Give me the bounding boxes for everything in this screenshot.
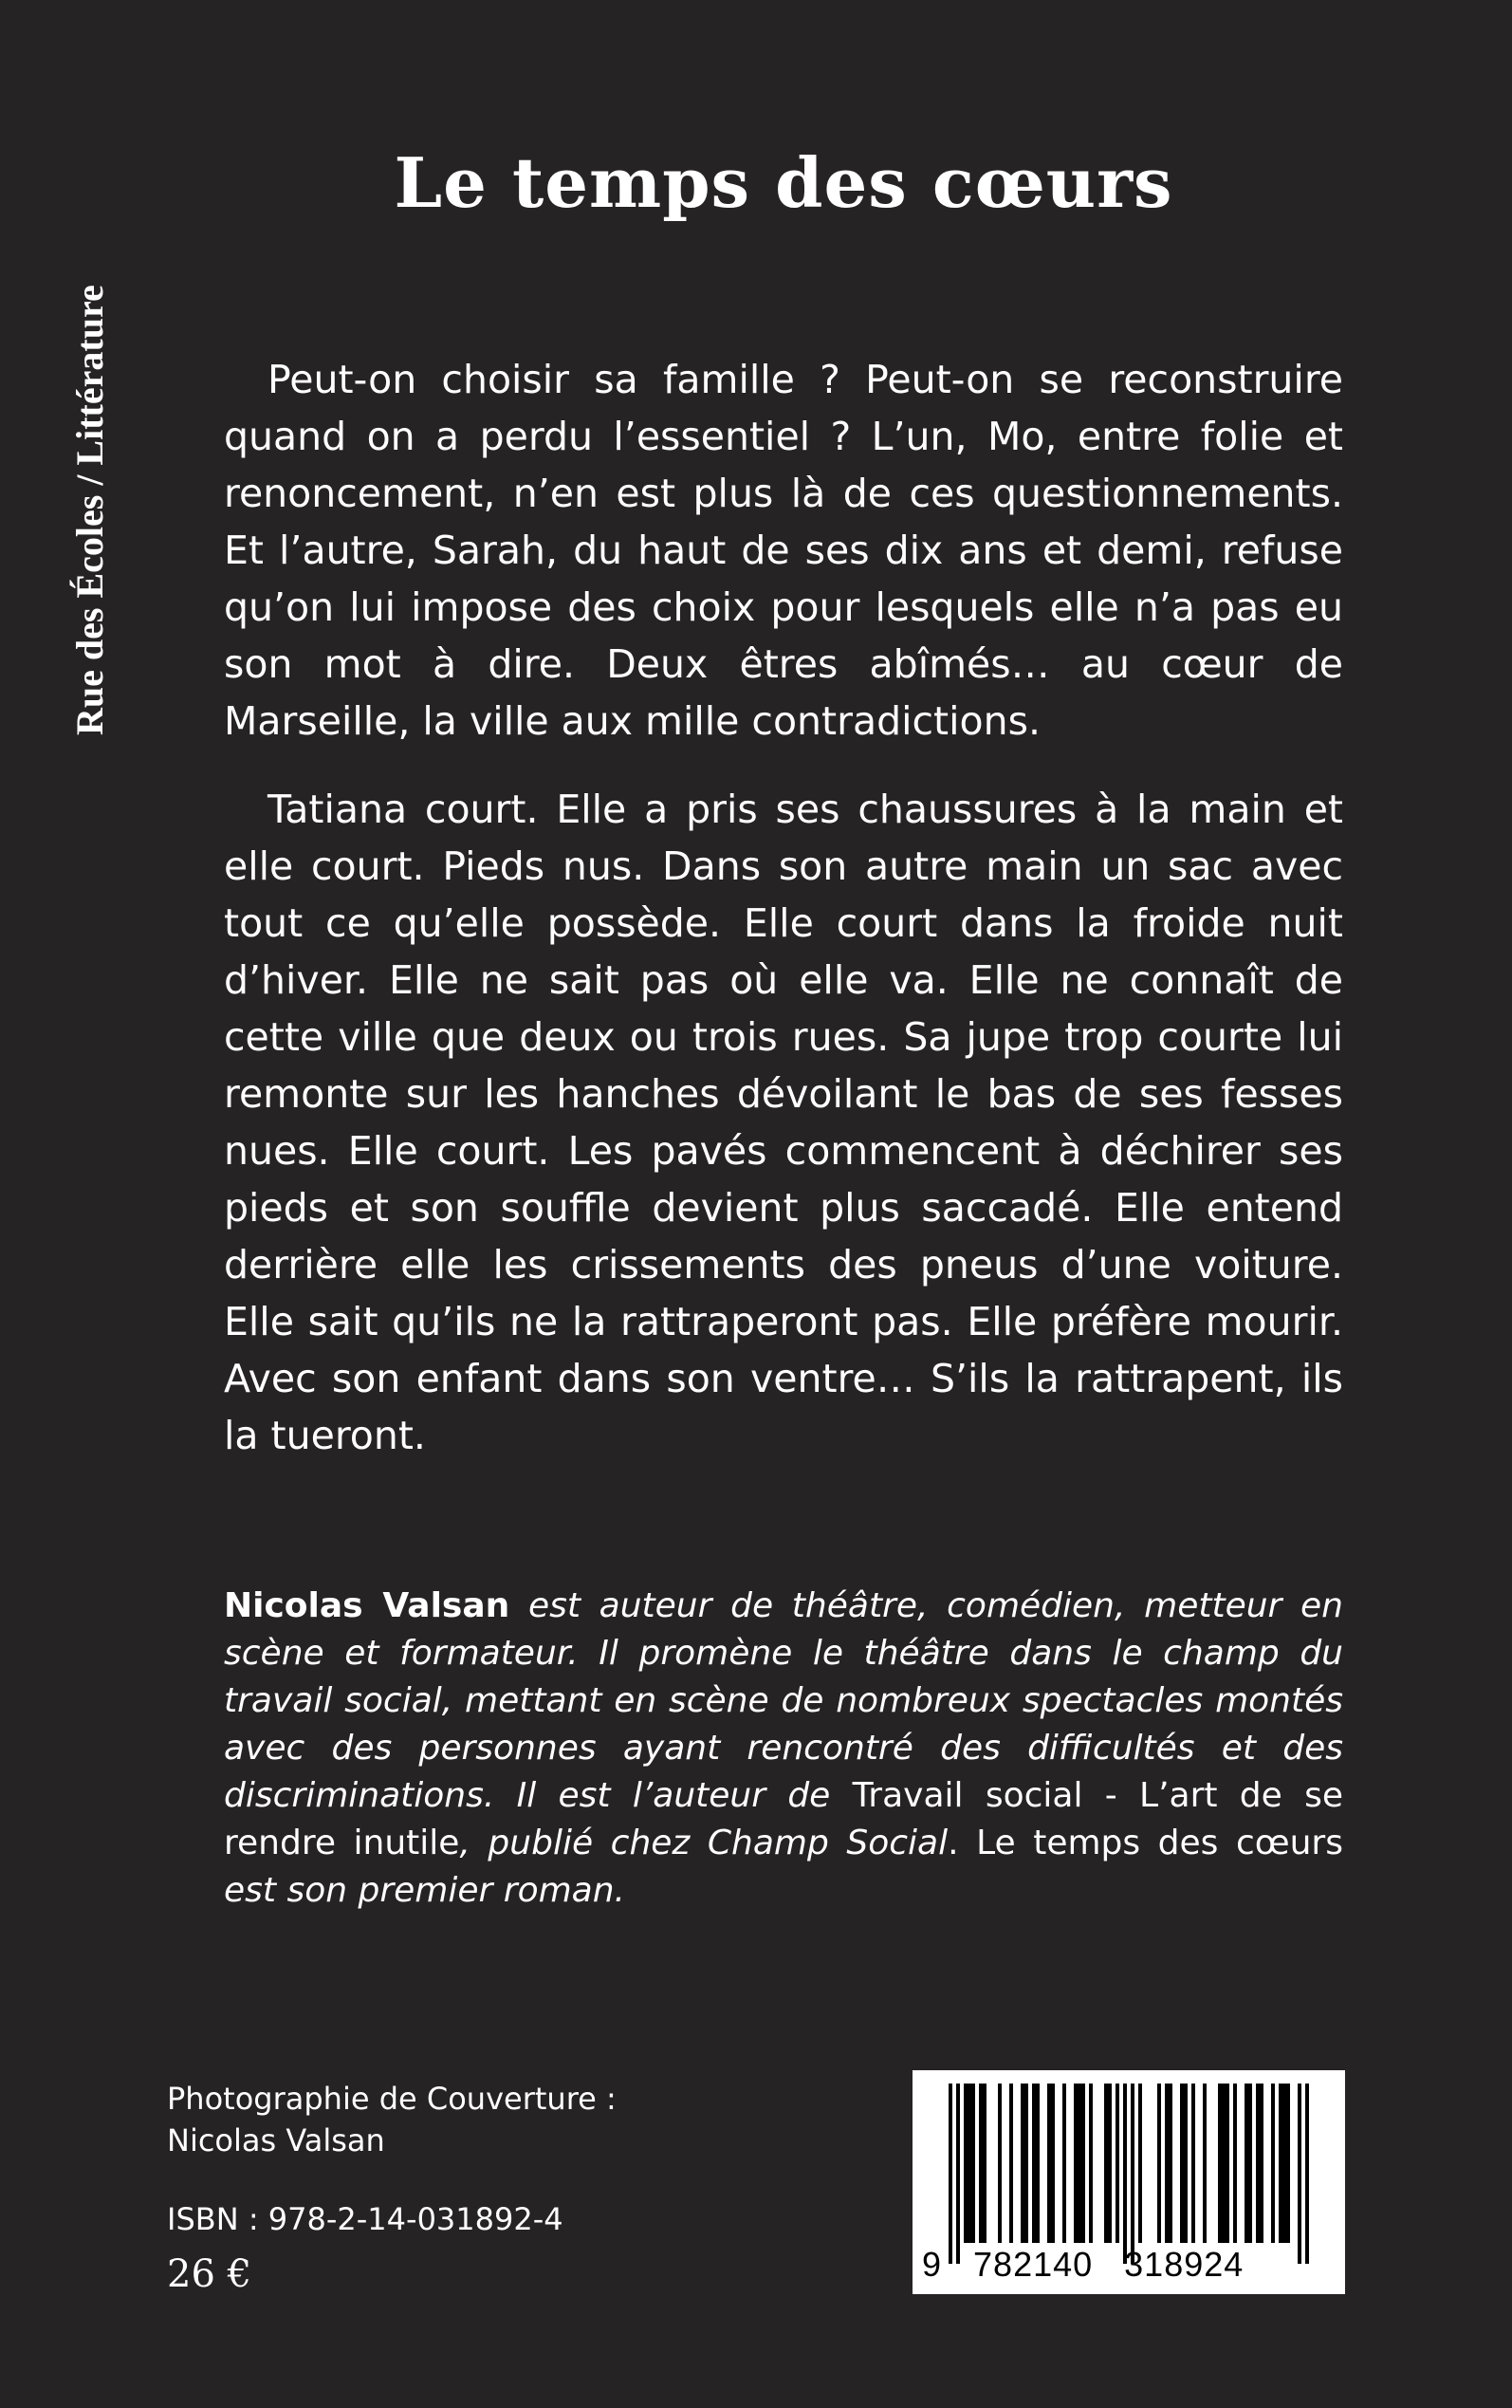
bio-book-1: Travail social - L’art de se rendre inutile	[224, 1776, 1344, 1862]
bio-text-1: est auteur de théâtre, comédien, metteur en scène et formateur. Il promène le théâtre dans le champ du travail social, mettant en scène de nombreux spectacles montés avec des personnes ayant rencontré des difficultés et des discriminations. Il est l’auteur de	[224, 1586, 1343, 1815]
barcode-digits: 9 782140 318924	[922, 2245, 1245, 2284]
barcode-bar	[1218, 2084, 1222, 2243]
barcode-bar	[1116, 2084, 1119, 2243]
barcode-bar	[1021, 2084, 1024, 2243]
barcode-bar	[1271, 2084, 1275, 2243]
barcode-bar	[1089, 2084, 1093, 2243]
blurb-paragraph-2: Tatiana court. Elle a pris ses chaussures à la main et elle court. Pieds nus. Dans son autre main un sac avec tout ce qu’elle possède. Elle court dans la froide nuit d’hiver. Elle ne sait pas où elle va. Elle ne connaît de cette ville que deux ou trois rues. Sa jupe trop courte lui remonte sur les hanches dévoilant le bas de ses fesses nues. Elle court. Les pavés commencent à déchirer ses pieds et son souffle devient plus saccadé. Elle entend derrière elle les crissements des pneus d’une voiture. Elle sait qu’ils ne la rattraperont pas. Elle préfère mourir. Avec son enfant dans son ventre… S’ils la rattrapent, ils la tueront.	[224, 787, 1343, 1458]
barcode-bar	[1286, 2084, 1290, 2243]
bio-text-4: est son premier roman.	[224, 1871, 625, 1910]
barcode-bar	[983, 2084, 986, 2243]
barcode-bar	[1009, 2084, 1013, 2243]
barcode-bar	[1222, 2084, 1226, 2243]
barcode-bar	[1078, 2084, 1081, 2243]
barcode-bar	[1282, 2084, 1286, 2243]
blurb-paragraph-1: Peut-on choisir sa famille ? Peut-on se reconstruire quand on a perdu l’essentiel ? L’un, Mo, entre folie et renoncement, n’en est plus là de ces questionnements. Et l’autre, Sarah, du haut de ses dix ans et demi, refuse qu’on lui impose des choix pour lesquels elle n’a pas eu son mot à dire. Deux êtres abîmés… au cœur de Marseille, la ville aux mille contradictions.	[224, 357, 1343, 744]
barcode-bar	[1024, 2084, 1028, 2243]
author-bio	[224, 1583, 1343, 1915]
barcode-bar	[1036, 2084, 1040, 2243]
barcode-bar	[956, 2084, 960, 2264]
barcode-bar	[1305, 2084, 1309, 2264]
photo-credit-name: Nicolas Valsan	[167, 2122, 385, 2158]
barcode-bar	[1169, 2084, 1172, 2243]
barcode-bar	[1279, 2084, 1282, 2243]
barcode-bar	[1260, 2084, 1263, 2243]
barcode-bar	[1123, 2084, 1127, 2264]
barcode-bar	[1203, 2084, 1207, 2243]
barcode-bar	[968, 2084, 971, 2243]
barcode-bar	[1180, 2084, 1184, 2243]
spine-collection-label: Rue des Écoles / Littérature	[68, 285, 111, 735]
barcode-bar	[1248, 2084, 1252, 2243]
barcode-bar	[1233, 2084, 1237, 2243]
barcode-bar	[1108, 2084, 1112, 2243]
barcode-bar	[1157, 2084, 1161, 2243]
author-name: Nicolas Valsan	[224, 1586, 510, 1625]
photo-credit-label: Photographie de Couverture :	[167, 2081, 617, 2117]
barcode-bar	[1051, 2084, 1055, 2243]
barcode-bar	[1047, 2084, 1051, 2243]
book-title: Le temps des cœurs	[394, 142, 1173, 223]
barcode-bar	[1074, 2084, 1078, 2243]
barcode-bar	[1032, 2084, 1036, 2243]
barcode-bar	[1081, 2084, 1085, 2243]
bio-text-2: , publié chez	[459, 1824, 708, 1862]
barcode-bar	[949, 2084, 952, 2264]
bio-publisher: Champ Social	[707, 1824, 949, 1862]
barcode-bar	[1245, 2084, 1248, 2243]
barcode-bar	[979, 2084, 983, 2243]
barcode-bar	[1062, 2084, 1066, 2243]
barcode-bar	[1191, 2084, 1195, 2243]
bio-book-2: Le temps des cœurs	[976, 1824, 1343, 1862]
barcode-bar	[1226, 2084, 1229, 2243]
barcode-bar	[1184, 2084, 1188, 2243]
price: 26 €	[167, 2252, 252, 2296]
photo-credit	[167, 2078, 617, 2161]
isbn: ISBN : 978-2-14-031892-4	[167, 2201, 563, 2237]
barcode-bar	[964, 2084, 968, 2243]
barcode-bar	[1131, 2084, 1134, 2264]
barcode-bar	[1165, 2084, 1169, 2243]
barcode-bar	[1104, 2084, 1108, 2243]
barcode-bar	[971, 2084, 975, 2243]
bio-text-3: .	[948, 1824, 977, 1862]
barcode-bar	[1256, 2084, 1260, 2243]
barcode-bar	[1298, 2084, 1301, 2264]
barcode-bar	[998, 2084, 1002, 2243]
barcode	[913, 2070, 1345, 2294]
barcode-bar	[1138, 2084, 1142, 2243]
